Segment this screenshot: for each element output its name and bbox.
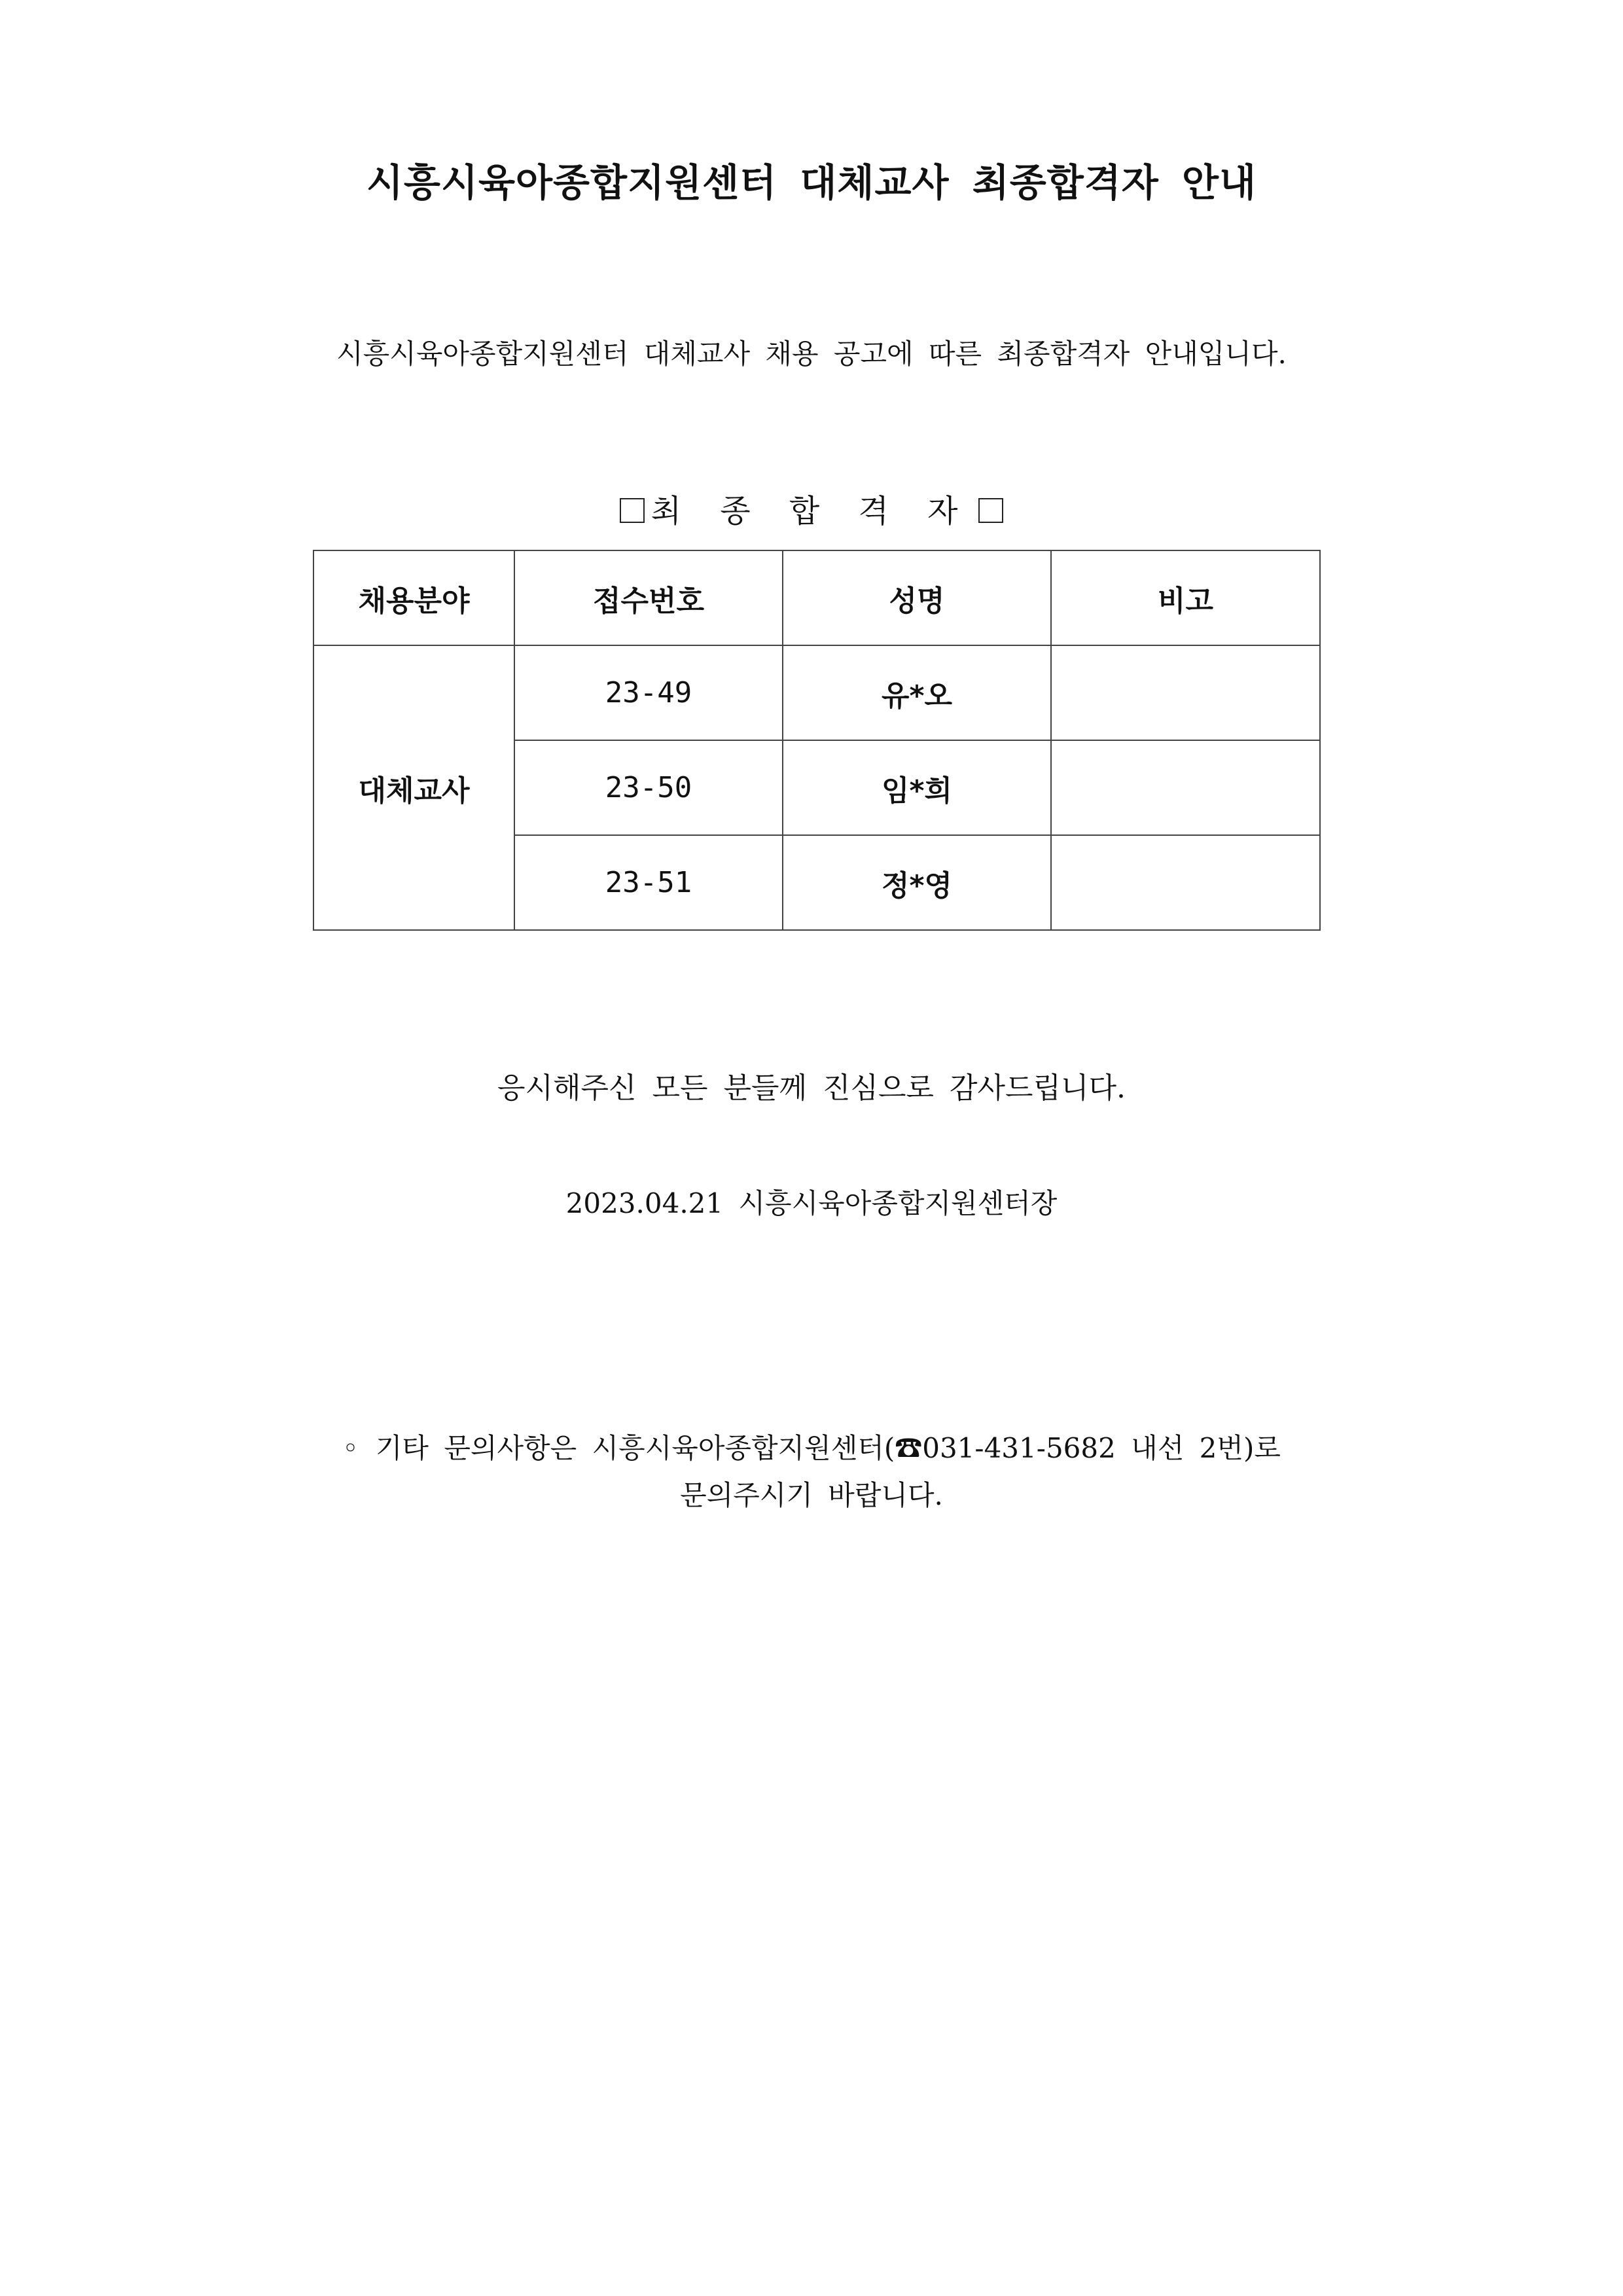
bullet-icon: ◦ <box>342 1432 359 1464</box>
number-cell: 23-51 <box>514 835 783 930</box>
field-cell: 대체교사 <box>313 645 514 930</box>
header-name: 성명 <box>783 550 1051 645</box>
box-right-icon <box>978 498 1003 523</box>
section-heading-label: 최 종 합 격 자 <box>651 493 972 529</box>
number-cell: 23-50 <box>514 740 783 835</box>
name-cell: 유*오 <box>783 645 1051 740</box>
table-row <box>313 645 1320 740</box>
header-note: 비고 <box>1051 550 1320 645</box>
table-header-row <box>313 550 1320 645</box>
date-signature: 2023.04.21 시흥시육아종합지원센터장 <box>565 1187 1058 1219</box>
note-cell <box>1051 835 1320 930</box>
section-heading <box>0 486 1623 531</box>
note-cell <box>1051 645 1320 740</box>
box-left-icon <box>620 498 645 523</box>
page-title: 시흥시육아종합지원센터 대체교사 최종합격자 안내 <box>366 160 1257 205</box>
thanks-text: 응시해주신 모든 분들께 진심으로 감사드립니다. <box>497 1071 1126 1105</box>
name-cell: 정*영 <box>783 835 1051 930</box>
note-cell <box>1051 740 1320 835</box>
contact-note-line1: 기타 문의사항은 시흥시육아종합지원센터(☎031-431-5682 내선 2번)로 <box>375 1432 1281 1464</box>
header-field: 채용분야 <box>313 550 514 645</box>
contact-note-line2: 문의주시기 바랍니다. <box>680 1479 943 1511</box>
header-number: 접수번호 <box>514 550 783 645</box>
name-cell: 임*희 <box>783 740 1051 835</box>
results-table <box>313 550 1321 931</box>
number-cell: 23-49 <box>514 645 783 740</box>
contact-note <box>0 1427 1623 1466</box>
intro-text: 시흥시육아종합지원센터 대체교사 채용 공고에 따른 최종합격자 안내입니다. <box>336 338 1287 370</box>
